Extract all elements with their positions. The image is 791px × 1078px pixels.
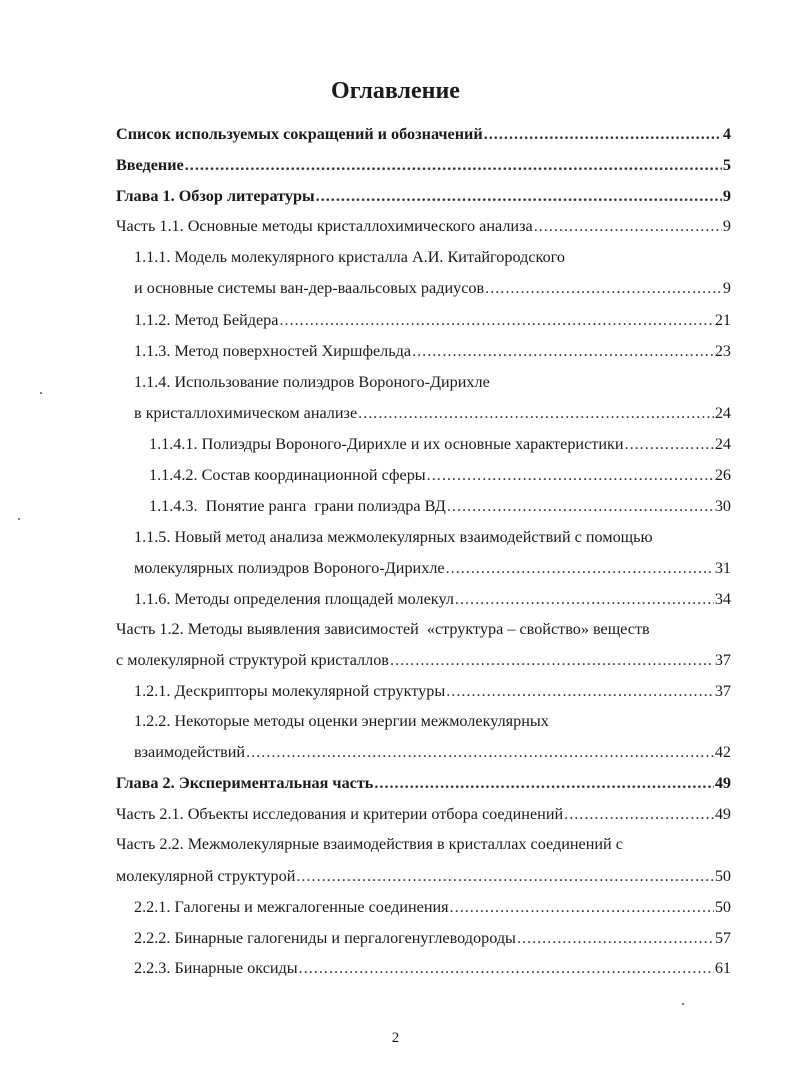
dot-leader: [279, 310, 713, 330]
toc-entry-text: Глава 1. Обзор литературы: [116, 187, 315, 205]
toc-entry-text: с молекулярной структурой кристаллов: [116, 651, 389, 669]
toc-entry-1-1-4[interactable]: [134, 403, 731, 423]
toc-entry-2-2-1[interactable]: [134, 897, 731, 917]
toc-page-number: 61: [714, 959, 731, 977]
toc-entry-part-2-2-line1[interactable]: Часть 2.2. Межмолекулярные взаимодействия в кристаллах соединений с: [116, 835, 623, 853]
toc-entry-1-1-4-1[interactable]: [149, 434, 731, 454]
toc-entry-text: Список используемых сокращений и обозначений: [116, 125, 483, 143]
toc-entry-text: молекулярной структурой: [116, 867, 296, 885]
toc-page-number: 5: [722, 156, 731, 174]
toc-entry-part-2-1[interactable]: [116, 804, 731, 824]
dot-leader: [534, 216, 722, 236]
toc-entry-text: взаимодействий: [134, 743, 246, 761]
toc-entry-chapter-1[interactable]: [116, 186, 731, 206]
toc-entry-1-1-4-line1[interactable]: 1.1.4. Использование полиэдров Вороного-Дирихле: [134, 373, 490, 391]
toc-entry-text: Часть 1.1. Основные методы кристаллохимического анализа: [116, 217, 533, 235]
toc-page-number: 49: [714, 805, 731, 823]
toc-entry-1-2-2-line1[interactable]: 1.2.2. Некоторые методы оценки энергии межмолекулярных: [134, 712, 549, 730]
dot-leader: [358, 403, 714, 423]
dot-leader: [374, 773, 713, 793]
toc-page-number: 24: [714, 435, 731, 453]
toc-entry-2-2-2[interactable]: [134, 928, 731, 948]
dot-leader: [564, 804, 714, 824]
page-title: Оглавление: [331, 78, 460, 104]
toc-page-number: 49: [714, 774, 731, 792]
toc-page-number: 50: [714, 898, 731, 916]
toc-page-number: 4: [722, 125, 731, 143]
toc-entry-1-1-6[interactable]: [134, 589, 731, 609]
toc-page-number: 34: [714, 590, 731, 608]
toc-entry-1-1-4-2[interactable]: [149, 465, 731, 485]
dot-leader: [455, 589, 714, 609]
dot-leader: [447, 496, 714, 516]
toc-page-number: 37: [714, 682, 731, 700]
scan-speck: [682, 1003, 684, 1005]
toc-page-number: 9: [722, 217, 731, 235]
toc-entry-part-1-1[interactable]: [116, 216, 731, 236]
toc-entry-text: 1.1.4.3. Понятие ранга грани полиэдра ВД: [149, 497, 446, 515]
dot-leader: [625, 434, 714, 454]
dot-leader: [412, 341, 714, 361]
toc-page-number: 37: [714, 651, 731, 669]
dot-leader: [485, 278, 722, 298]
dot-leader: [427, 465, 714, 485]
dot-leader: [450, 897, 714, 917]
scan-speck: [18, 518, 20, 520]
toc-entry-text: 1.1.4.1. Полиэдры Вороного-Дирихле и их основные характеристики: [149, 435, 624, 453]
toc-entry-text: 1.2.1. Дескрипторы молекулярной структуры: [134, 682, 446, 700]
toc-page-number: 42: [714, 743, 731, 761]
toc-entry-text: 2.2.1. Галогены и межгалогенные соединения: [134, 898, 449, 916]
dot-leader: [446, 558, 714, 578]
toc-entry-2-2-3[interactable]: [134, 958, 731, 978]
toc-entry-abbreviations[interactable]: [116, 124, 731, 144]
dot-leader: [484, 124, 722, 144]
toc-entry-part-2-2[interactable]: [116, 866, 731, 886]
toc-entry-chapter-2[interactable]: [116, 773, 731, 793]
toc-entry-text: Введение: [116, 156, 184, 174]
toc-page-number: 9: [722, 279, 731, 297]
toc-entry-1-1-5[interactable]: [134, 558, 731, 578]
dot-leader: [296, 866, 713, 886]
toc-entry-1-1-5-line1[interactable]: 1.1.5. Новый метод анализа межмолекулярных взаимодействий с помощью: [134, 528, 653, 546]
dot-leader: [316, 186, 722, 206]
dot-leader: [517, 928, 714, 948]
dot-leader: [390, 650, 714, 670]
toc-page-number: 21: [714, 311, 731, 329]
dot-leader: [299, 958, 714, 978]
toc-page-number: 50: [714, 867, 731, 885]
toc-entry-1-1-2[interactable]: [134, 310, 731, 330]
toc-page-number: 31: [714, 559, 731, 577]
toc-entry-part-1-2-line1[interactable]: Часть 1.2. Методы выявления зависимостей «структура – свойство» веществ: [116, 620, 650, 638]
toc-entry-text: Глава 2. Экспериментальная часть: [116, 774, 374, 792]
toc-entry-1-1-1[interactable]: [134, 278, 731, 298]
toc-entry-text: 2.2.2. Бинарные галогениды и пергалогенуглеводороды: [134, 929, 516, 947]
toc-entry-text: Часть 2.1. Объекты исследования и критерии отбора соединений: [116, 805, 564, 823]
toc-entry-introduction[interactable]: [116, 155, 731, 175]
toc-page-number: 23: [714, 342, 731, 360]
page-number: 2: [391, 1030, 400, 1046]
scan-speck: [40, 392, 42, 394]
toc-entry-1-2-1[interactable]: [134, 681, 731, 701]
toc-entry-text: в кристаллохимическом анализе: [134, 404, 358, 422]
toc-page-number: 24: [714, 404, 731, 422]
toc-entry-text: 1.1.6. Методы определения площадей молекул: [134, 590, 454, 608]
toc-entry-1-2-2[interactable]: [134, 742, 731, 762]
toc-entry-part-1-2[interactable]: [116, 650, 731, 670]
toc-entry-text: 1.1.4.2. Состав координационной сферы: [149, 466, 426, 484]
toc-entry-1-1-1-line1[interactable]: 1.1.1. Модель молекулярного кристалла А.И. Китайгородского: [134, 248, 565, 266]
toc-entry-text: 1.1.2. Метод Бейдера: [134, 311, 279, 329]
toc-page-number: 30: [714, 497, 731, 515]
toc-page-number: 26: [714, 466, 731, 484]
dot-leader: [446, 681, 714, 701]
toc-entry-text: молекулярных полиэдров Вороного-Дирихле: [134, 559, 445, 577]
dot-leader: [246, 742, 714, 762]
toc-page-number: 57: [714, 929, 731, 947]
toc-page-number: 9: [722, 187, 731, 205]
toc-entry-1-1-4-3[interactable]: [149, 496, 731, 516]
toc-entry-text: и основные системы ван-дер-ваальсовых радиусов: [134, 279, 485, 297]
toc-entry-1-1-3[interactable]: [134, 341, 731, 361]
toc-entry-text: 2.2.3. Бинарные оксиды: [134, 959, 298, 977]
dot-leader: [185, 155, 722, 175]
toc-entry-text: 1.1.3. Метод поверхностей Хиршфельда: [134, 342, 412, 360]
